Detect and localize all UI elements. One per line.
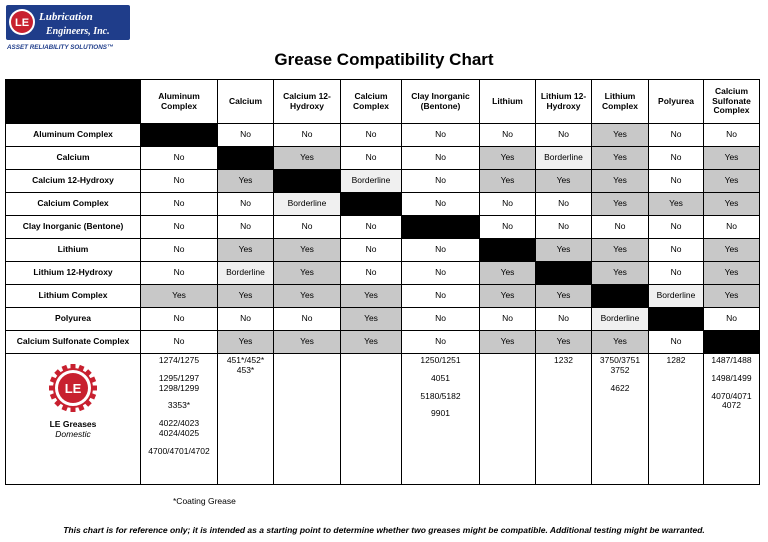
grease-number: 9901 [431,408,450,419]
grease-number: 4070/4071 [711,390,752,401]
logo-line2: Engineers, Inc. [46,26,110,37]
compat-cell: No [480,216,536,239]
compat-cell: No [141,308,218,331]
compat-cell: Yes [536,285,592,308]
row-header: Aluminum Complex [6,124,141,147]
grease-number: 3353* [167,400,191,411]
grease-number: 3752 [610,364,630,375]
le-greases-cell [6,354,141,485]
compat-cell: No [649,170,704,193]
compat-cell: No [536,124,592,147]
compat-cell: Borderline [341,170,402,193]
compat-cell: Yes [592,170,649,193]
compat-cell: No [218,308,274,331]
grease-numbers-cell [536,354,592,485]
compat-cell: Yes [704,147,760,170]
compat-cell: Yes [218,331,274,354]
self-cell [341,193,402,216]
grease-number: 1250/1251 [420,355,461,365]
compat-cell: No [704,124,760,147]
table-row [6,285,760,308]
compat-cell: No [341,147,402,170]
self-cell [402,216,480,239]
compat-cell: No [649,124,704,147]
grease-row [6,354,760,485]
grease-numbers-cell [480,354,536,485]
row-header: Clay Inorganic (Bentone) [6,216,141,239]
compat-cell: No [649,147,704,170]
table-row [6,193,760,216]
compat-cell: Yes [704,193,760,216]
compat-cell: No [536,193,592,216]
compat-cell: No [341,239,402,262]
grease-number: 4051 [431,372,450,383]
logo-tagline: ASSET RELIABILITY SOLUTIONS™ [7,44,114,51]
compat-cell: No [402,331,480,354]
compat-cell: Yes [274,147,341,170]
table-body [6,124,760,485]
grease-numbers-cell [141,354,218,485]
grease-number: 451*/452* [226,355,265,365]
row-header: Calcium [6,147,141,170]
column-header: Polyurea [649,80,704,124]
corner-cell [6,80,141,124]
compat-cell: Borderline [218,262,274,285]
compat-cell: Yes [274,285,341,308]
compat-cell: Borderline [649,285,704,308]
grease-number: 1282 [666,355,686,365]
compat-cell: Yes [341,331,402,354]
column-header: Clay Inorganic (Bentone) [402,80,480,124]
row-header: Lithium 12-Hydroxy [6,262,141,285]
compat-cell: Yes [274,262,341,285]
compat-cell: No [704,308,760,331]
compat-cell: No [402,285,480,308]
grease-number: 1295/1297 [158,372,200,383]
compat-cell: Yes [536,239,592,262]
table-row [6,308,760,331]
grease-numbers-cell [218,354,274,485]
column-header: Calcium [218,80,274,124]
compat-cell: Yes [704,285,760,308]
grease-number: 1232 [554,355,573,365]
row-header: Lithium [6,239,141,262]
grease-numbers-cell [274,354,341,485]
compat-cell: No [402,170,480,193]
compat-cell: No [536,308,592,331]
compat-cell: No [218,216,274,239]
table-row [6,124,760,147]
le-gear-icon [47,362,99,414]
compat-cell: No [402,308,480,331]
grease-number: 4622 [610,382,630,393]
header-row [6,80,760,124]
grease-number: 1487/1488 [711,355,752,365]
grease-number: 1498/1499 [711,372,752,383]
compatibility-table [5,79,760,485]
column-header: Lithium Complex [592,80,649,124]
compat-cell: Yes [649,193,704,216]
column-header: Calcium Sulfonate Complex [704,80,760,124]
self-cell [592,285,649,308]
compat-cell: Yes [592,193,649,216]
grease-number: 453* [236,364,255,375]
compat-cell: No [402,193,480,216]
compat-cell: No [649,216,704,239]
column-header: Calcium Complex [341,80,402,124]
compat-cell: Yes [592,239,649,262]
compat-cell: No [592,216,649,239]
logo-line1: Lubrication [39,11,93,23]
compat-cell: No [402,239,480,262]
row-header: Polyurea [6,308,141,331]
compat-cell: Yes [536,331,592,354]
compat-cell: Yes [274,331,341,354]
compat-cell: No [704,216,760,239]
logo-badge: LE [14,17,30,29]
company-logo [6,5,130,51]
table-row [6,170,760,193]
table-row [6,216,760,239]
column-header: Calcium 12-Hydroxy [274,80,341,124]
compat-cell: No [141,170,218,193]
grease-number: 1298/1299 [158,382,200,393]
compat-cell: Yes [704,239,760,262]
compat-cell: No [141,262,218,285]
compat-cell: No [274,124,341,147]
compat-cell: No [141,193,218,216]
compat-cell: No [402,262,480,285]
table-row [6,239,760,262]
column-header: Aluminum Complex [141,80,218,124]
compat-cell: No [274,216,341,239]
self-cell [480,239,536,262]
row-header: Calcium Complex [6,193,141,216]
grease-number: 4072 [722,400,741,411]
grease-numbers-cell [704,354,760,485]
compat-cell: No [341,124,402,147]
disclaimer: This chart is for reference only; it is intended as a starting point to determine whether two greases might be compatible. Additional testing might be warranted. [63,525,705,535]
compat-cell: No [402,147,480,170]
row-header: Lithium Complex [6,285,141,308]
compat-cell: Yes [141,285,218,308]
compat-cell: Borderline [592,308,649,331]
compat-cell: No [649,239,704,262]
compat-cell: Yes [480,147,536,170]
self-cell [141,124,218,147]
table-row [6,331,760,354]
column-header: Lithium [480,80,536,124]
compat-cell: No [141,331,218,354]
self-cell [536,262,592,285]
compat-cell: No [341,262,402,285]
logo-graphic [6,5,130,51]
table-row [6,147,760,170]
compat-cell: Yes [480,170,536,193]
compat-cell: Yes [218,285,274,308]
grease-label: LE Greases [49,419,97,429]
compat-cell: No [402,124,480,147]
grease-number: 1274/1275 [158,355,200,365]
compat-cell: No [274,308,341,331]
grease-number: 4700/4701/4702 [148,445,210,456]
compat-cell: Yes [480,331,536,354]
compat-cell: Yes [218,239,274,262]
grease-numbers-cell [592,354,649,485]
self-cell [649,308,704,331]
page-title: Grease Compatibility Chart [274,50,494,69]
compat-cell: No [649,331,704,354]
compat-cell: Yes [704,262,760,285]
compat-cell: No [480,193,536,216]
compat-cell: No [141,147,218,170]
compat-cell: No [536,216,592,239]
compat-cell: Yes [592,147,649,170]
table-row [6,262,760,285]
compat-cell: Yes [592,331,649,354]
compat-cell: No [218,124,274,147]
compat-cell: Yes [218,170,274,193]
compat-cell: No [218,193,274,216]
gear-badge-text: LE [64,381,82,396]
row-header: Calcium 12-Hydroxy [6,170,141,193]
self-cell [218,147,274,170]
grease-number: 5180/5182 [420,390,461,401]
row-header: Calcium Sulfonate Complex [6,331,141,354]
self-cell [274,170,341,193]
compat-cell: No [341,216,402,239]
compat-cell: Yes [480,262,536,285]
compat-cell: No [480,308,536,331]
grease-numbers-cell [341,354,402,485]
footnote: *Coating Grease [173,496,236,506]
compat-cell: Yes [341,308,402,331]
compat-cell: Yes [480,285,536,308]
compat-cell: Borderline [536,147,592,170]
grease-numbers-cell [402,354,480,485]
grease-sublabel: Domestic [55,428,91,439]
compat-cell: Yes [274,239,341,262]
grease-number: 4022/4023 [158,418,200,429]
compat-cell: No [141,216,218,239]
grease-numbers-cell [649,354,704,485]
grease-number: 4024/4025 [158,427,200,438]
compat-cell: Yes [704,170,760,193]
compat-cell: No [480,124,536,147]
compat-cell: Yes [536,170,592,193]
column-header: Lithium 12-Hydroxy [536,80,592,124]
compat-cell: No [141,239,218,262]
compat-cell: Borderline [274,193,341,216]
compat-cell: Yes [592,262,649,285]
compat-cell: No [649,262,704,285]
grease-number: 3750/3751 [599,355,641,365]
self-cell [704,331,760,354]
compat-cell: Yes [341,285,402,308]
compat-cell: Yes [592,124,649,147]
